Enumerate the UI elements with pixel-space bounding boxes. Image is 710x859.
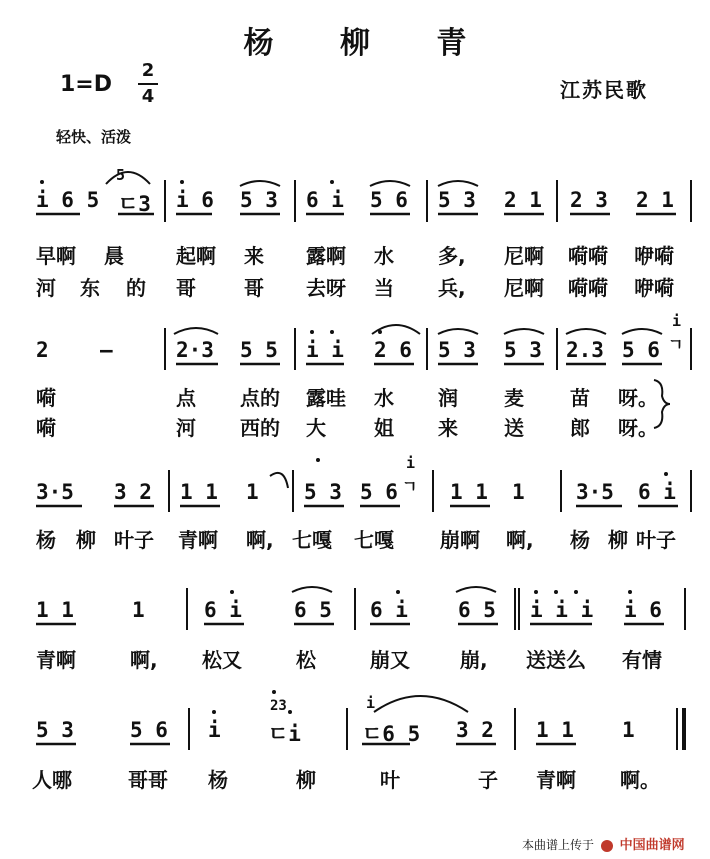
- bar-line: [560, 470, 562, 512]
- bar-line: [514, 708, 516, 750]
- lyric: 送: [504, 416, 524, 440]
- lyric: 兵,: [438, 276, 466, 300]
- bar-line: [426, 328, 428, 370]
- footer: [522, 834, 685, 853]
- lyric: 尼啊: [504, 276, 544, 300]
- tempo-marking: 轻快、活泼: [56, 128, 132, 146]
- lyric: 起啊: [176, 244, 216, 268]
- note-group: 2 3: [570, 188, 608, 212]
- bar-line: [690, 180, 692, 222]
- lyric: 七嘎: [292, 528, 332, 552]
- note-group: 1 1: [450, 480, 488, 504]
- note-group: 6 i: [306, 188, 344, 212]
- lyric: 哥: [176, 276, 196, 300]
- lyric: 河: [176, 416, 196, 440]
- lyric: 杨: [570, 528, 590, 552]
- lyric: 东: [80, 276, 100, 300]
- lyric: 青啊: [178, 528, 218, 552]
- lyric: 叶子: [114, 528, 154, 552]
- lyric: 当: [374, 276, 394, 300]
- song-source: 江苏民歌: [560, 78, 648, 102]
- note-group: 6 5: [294, 598, 332, 622]
- lyric: 大: [306, 416, 326, 440]
- grace-note: i: [672, 312, 682, 330]
- note-group: 5 3: [438, 188, 476, 212]
- bar-line: [690, 470, 692, 512]
- note-group: 2 1: [636, 188, 674, 212]
- footer-site-link[interactable]: 中国曲谱网: [619, 838, 685, 853]
- lyric: 啊,: [506, 528, 534, 552]
- lyric: 柳: [76, 528, 96, 552]
- lyric: 崩,: [460, 648, 488, 672]
- lyric: 尼啊: [504, 244, 544, 268]
- note-group: 3 2: [456, 718, 494, 742]
- note-group: —: [100, 338, 113, 362]
- lyric: 润: [438, 386, 458, 410]
- note-group: i i: [306, 338, 344, 362]
- lyric: 七嘎: [354, 528, 394, 552]
- lyric: 叶: [380, 768, 400, 792]
- lyric: 啊,: [246, 528, 274, 552]
- note-group: 2.3: [566, 338, 604, 362]
- lyric: 水: [374, 386, 394, 410]
- note-group: i: [208, 718, 221, 742]
- lyric: 点: [176, 386, 196, 410]
- bar-line: [294, 180, 296, 222]
- note-group: 5 3: [438, 338, 476, 362]
- lyric: 早啊: [36, 244, 76, 268]
- bar-line: [556, 180, 558, 222]
- lyric: 多,: [438, 244, 466, 268]
- bar-line: [186, 588, 188, 630]
- bar-line: [164, 328, 166, 370]
- bar-line: [346, 708, 348, 750]
- note-group: 5 6: [622, 338, 660, 362]
- note-group: i 6 5: [36, 188, 100, 212]
- lyric: 杨: [208, 768, 228, 792]
- lyric: 咿嗬: [634, 276, 674, 300]
- lyric: 崩又: [370, 648, 410, 672]
- note-group: 5 3: [240, 188, 278, 212]
- lyric: 嗬嗬: [568, 276, 608, 300]
- note-group: 5 3: [304, 480, 342, 504]
- note-group: 5 6: [130, 718, 168, 742]
- lyric: 点的: [240, 386, 280, 410]
- note-group: i i i: [530, 598, 594, 622]
- lyric: 姐: [374, 416, 394, 440]
- bar-line: [514, 588, 516, 630]
- key-signature: 1=D: [60, 72, 113, 97]
- note-group: 5 3: [504, 338, 542, 362]
- grace-hook: ㄱ: [668, 335, 684, 354]
- lyric: 麦: [504, 386, 524, 410]
- grace-note: 5: [116, 166, 126, 184]
- lyric: 哥: [244, 276, 264, 300]
- note-group: 3 2: [114, 480, 152, 504]
- lyric: 露哇: [306, 386, 346, 410]
- lyric: 来: [244, 244, 264, 268]
- song-title: 杨 柳 青: [243, 26, 495, 61]
- lyric: 嗬: [36, 386, 56, 410]
- lyric: 咿嗬: [634, 244, 674, 268]
- grace-note: i: [366, 694, 376, 712]
- note-group: 1: [622, 718, 635, 742]
- note-group: ㄷ6 5: [362, 722, 421, 746]
- lyric: 松: [296, 648, 316, 672]
- note-group: 1 1: [536, 718, 574, 742]
- note-group: ㄷ3: [118, 192, 151, 216]
- lyric: 去呀: [306, 276, 346, 300]
- note-group: 5 6: [370, 188, 408, 212]
- lyric: 水: [374, 244, 394, 268]
- note-group: 2 1: [504, 188, 542, 212]
- note-group: 1: [246, 480, 259, 504]
- final-bar-line: [682, 708, 686, 750]
- bar-line: [690, 328, 692, 370]
- lyric: 呀。: [618, 386, 658, 410]
- lyric: 嗬嗬: [568, 244, 608, 268]
- note-group: 6 i: [204, 598, 242, 622]
- note-group: ㄷi: [268, 722, 301, 746]
- lyric: 哥哥: [128, 768, 168, 792]
- lyric: 有情: [622, 648, 662, 672]
- note-group: 2·3: [176, 338, 214, 362]
- note-group: 5 5: [240, 338, 278, 362]
- bar-line: [676, 708, 678, 750]
- note-group: 2 6: [374, 338, 412, 362]
- lyric: 送送么: [526, 648, 586, 672]
- lyric: 杨: [36, 528, 56, 552]
- lyric: 呀。: [618, 416, 658, 440]
- note-group: 2: [36, 338, 49, 362]
- lyric: 子: [478, 768, 498, 792]
- note-group: 3·5: [36, 480, 74, 504]
- note-group: 6 5: [458, 598, 496, 622]
- grace-note: i: [406, 454, 416, 472]
- lyric: 柳: [296, 768, 316, 792]
- lyric: 青啊: [536, 768, 576, 792]
- bar-line: [292, 470, 294, 512]
- bar-line: [188, 708, 190, 750]
- note-group: 6 i: [638, 480, 676, 504]
- bar-line: [354, 588, 356, 630]
- lyric: 啊。: [620, 768, 660, 792]
- bar-line: [426, 180, 428, 222]
- time-sig-top: 2: [141, 60, 155, 81]
- lyric: 啊,: [130, 648, 158, 672]
- note-group: 5 6: [360, 480, 398, 504]
- bar-line: [168, 470, 170, 512]
- note-group: 1 1: [36, 598, 74, 622]
- bar-line: [518, 588, 520, 630]
- lyric: 河: [36, 276, 56, 300]
- bar-line: [432, 470, 434, 512]
- lyric: 人哪: [32, 768, 72, 792]
- note-group: 1: [512, 480, 525, 504]
- grace-note: 23: [270, 698, 287, 714]
- lyric: 叶子: [636, 528, 676, 552]
- lyric: 郎: [570, 416, 590, 440]
- grace-hook: ㄱ: [402, 477, 418, 496]
- time-sig-bar: [138, 83, 158, 85]
- bar-line: [294, 328, 296, 370]
- site-logo-icon: [601, 840, 613, 852]
- footer-label: 本曲谱上传于: [522, 838, 595, 852]
- lyric: 的: [126, 276, 146, 300]
- note-group: i 6: [624, 598, 662, 622]
- note-group: 5 3: [36, 718, 74, 742]
- time-sig-bottom: 4: [141, 86, 155, 107]
- lyric: 晨: [104, 244, 124, 268]
- bar-line: [164, 180, 166, 222]
- time-signature: [138, 60, 158, 108]
- lyric: 来: [438, 416, 458, 440]
- note-group: 6 i: [370, 598, 408, 622]
- note-group: 3·5: [576, 480, 614, 504]
- lyric: 苗: [570, 386, 590, 410]
- note-group: 1 1: [180, 480, 218, 504]
- note-group: 1: [132, 598, 145, 622]
- lyric: 嗬: [36, 416, 56, 440]
- lyric: 柳: [608, 528, 628, 552]
- lyric: 青啊: [36, 648, 76, 672]
- lyric: 崩啊: [440, 528, 480, 552]
- note-group: i 6: [176, 188, 214, 212]
- lyric: 露啊: [306, 244, 346, 268]
- lyric: 西的: [240, 416, 280, 440]
- bar-line: [556, 328, 558, 370]
- lyric: 松又: [202, 648, 242, 672]
- bar-line: [684, 588, 686, 630]
